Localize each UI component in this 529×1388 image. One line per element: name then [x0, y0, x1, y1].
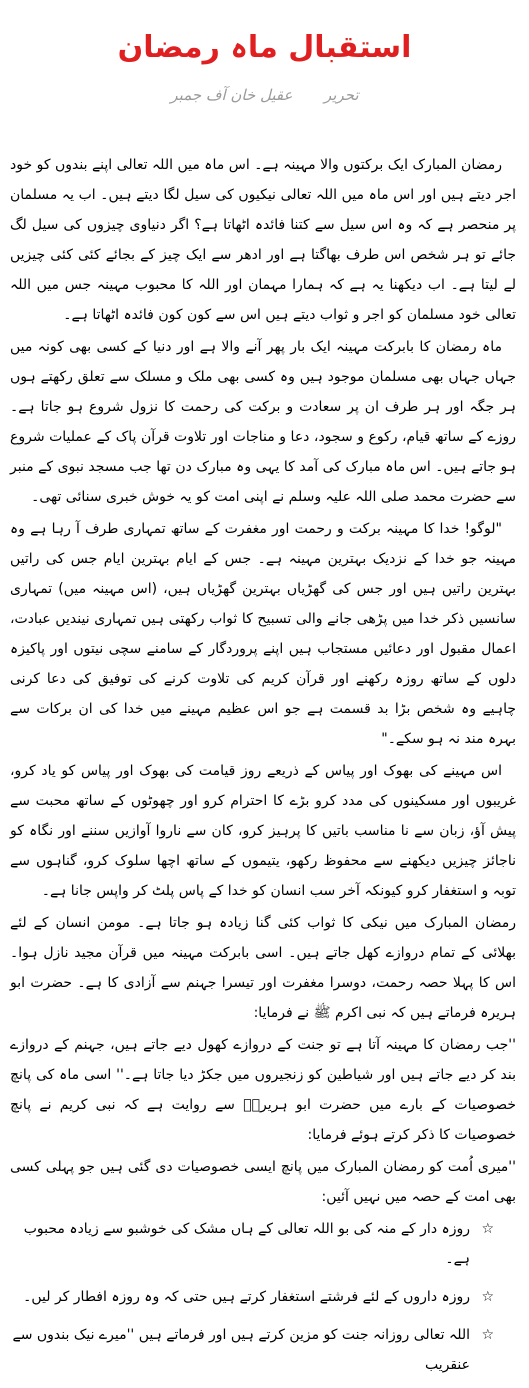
- paragraph-intro: رمضان المبارک ایک برکتوں والا مہینہ ہے۔ اس ماہ میں اللہ تعالی اپنے بندوں کو خود اجر دیتے ہیں اور اس ماہ میں اللہ تعالی نیکیوں کی سیل لگا دیتے ہیں۔ اب یہ مسلمان پر منحصر ہے کہ وہ اس سیل سے کتنا فائدہ اٹھاتا ہے؟ اگر دنیاوی چیزوں کی سیل لگ جائے تو ہر شخص اس طرف بھاگتا ہے اور ادھر سے ایک چیز کے بجائے کئی کئی چیزیں لے لیتا ہے۔ اب دیکھنا یہ ہے کہ ہمارا مہمان اور اللہ کا محبوب مہینہ جس میں اللہ تعالی خود مسلمان کو اجر و ثواب دیتے ہیں اس سے کون کون فائدہ اٹھاتا ہے۔: [10, 157, 516, 323]
- byline-author: عقیل خان آف جمبر: [170, 86, 293, 104]
- star-icon: ☆: [481, 1289, 494, 1305]
- article-title: استقبال ماہ رمضان: [117, 30, 412, 65]
- paragraph-sermon-quote: "لوگو! خدا کا مہینہ برکت و رحمت اور مغفرت کے ساتھ تمہاری طرف آ رہا ہے وہ مہینہ جو خدا کے نزدیک بہترین مہینہ ہے۔ جس کے ایام بہترین ایام جس کی راتیں بہترین راتیں ہیں اور جس کی گھڑیاں بہترین گھڑیاں ہیں، (اس مہینہ میں) تمہاری سانسیں ذکر خدا میں پڑھی جانے والی تسبیح کا ثواب رکھتی ہیں تمہاری نیندیں عبادت، اعمال مقبول اور دعائیں مستجاب ہیں اپنے پروردگار کے سامنے سچی نیتوں اور پاکیزہ دلوں کے ساتھ روزہ رکھنے اور قرآن کریم کی تلاوت کرنے کی توفیق کی دعا کرنی چاہیے وہ شخص بڑا بد قسمت ہے جو اس عظیم مہینے میں خدا کی ان برکات سے بہرہ مند نہ ہو سکے۔": [10, 521, 516, 747]
- list-item-text: روزہ داروں کے لئے فرشتے استغفار کرتے ہیں حتی کہ وہ روزہ افطار کر لیں۔: [23, 1289, 470, 1305]
- list-item: [10, 1320, 516, 1380]
- paragraph-advice: اس مہینے کی بھوک اور پیاس کے ذریعے روز قیامت کی بھوک اور پیاس کو یاد کرو، غریبوں اور مسکینوں کی مدد کرو بڑے کا احترام کرو اور چھوٹوں کے ساتھ محبت سے پیش آؤ، زبان سے نا مناسب باتیں کا پرہیز کرو، کان سے ناروا آوازیں سننے اور نگاہ کو ناجائز چیزیں دیکھنے سے محفوظ رکھو، یتیموں کے ساتھ اچھا سلوک کرو، گناہوں سے توبہ و استغفار کرو کیونکہ آخر سب انسان کو خدا کے پاس پلٹ کر واپس جانا ہے۔: [10, 763, 516, 899]
- article-body: [10, 150, 516, 1388]
- paragraph-five-features: ''میری اُمت کو رمضان المبارک میں پانچ ایسی خصوصیات دی گئی ہیں جو پہلی کسی بھی امت کے حصہ میں نہیں آئیں:: [10, 1159, 516, 1205]
- star-icon: ☆: [481, 1221, 494, 1237]
- list-item: [10, 1282, 516, 1312]
- features-list: [10, 1214, 516, 1380]
- paragraph-arrival: ماہ رمضان کا بابرکت مہینہ ایک بار پھر آنے والا ہے اور دنیا کے کسی بھی کونہ میں جہاں جہاں بھی مسلمان موجود ہیں وہ کسی بھی ملک و مسلک سے تعلق رکھتے ہوں ہر جگہ اور ہر طرف ان پر سعادت و برکت کی رحمت کا نزول شروع ہو جاتا ہے۔ روزے کے ساتھ قیام، رکوع و سجود، دعا و مناجات اور تلاوت قرآن پاک کے عملیات شروع ہو جاتے ہیں۔ اس ماہ مبارک کی آمد کا یہی وہ مبارک دن تھا جب مسجد نبوی کے منبر سے حضرت محمد صلی اللہ علیہ وسلم نے اپنی امت کو یہ خوش خبری سنائی تھی۔: [10, 339, 516, 505]
- list-item-text: روزہ دار کے منہ کی بو اللہ تعالی کے ہاں مشک کی خوشبو سے زیادہ محبوب ہے۔: [23, 1221, 470, 1267]
- list-item: [10, 1214, 516, 1274]
- paragraph-virtues: رمضان المبارک میں نیکی کا ثواب کئی گنا زیادہ ہو جاتا ہے۔ مومن انسان کے لئے بھلائی کے تمام دروازے کھل جاتے ہیں۔ اسی بابرکت مہینہ میں قرآن مجید نازل ہوا۔ اس کا پہلا حصہ رحمت، دوسرا مغفرت اور تیسرا جہنم سے آزادی کا ہے۔ حضرت ابو ہریرہ فرماتے ہیں کہ نبی اکرم ﷺ نے فرمایا:: [10, 915, 516, 1021]
- star-icon: ☆: [481, 1327, 494, 1343]
- paragraph-hadith-gates: ''جب رمضان کا مہینہ آتا ہے تو جنت کے دروازے کھول دیے جاتے ہیں، جہنم کے دروازے بند کر دیے جاتے ہیں اور شیاطین کو زنجیروں میں جکڑ دیا جاتا ہے۔'' اسی ماہ کی پانچ خصوصیات کے بارے میں حضرت ابو ہریرہؓ سے روایت ہے کہ نبی کریم نے پانچ خصوصیات کا ذکر کرتے ہوئے فرمایا:: [10, 1037, 516, 1143]
- byline: [0, 80, 529, 110]
- list-item-text: اللہ تعالی روزانہ جنت کو مزین کرتے ہیں اور فرماتے ہیں ''میرے نیک بندوں سے عنقریب: [12, 1327, 470, 1373]
- byline-label: تحریر: [324, 86, 359, 104]
